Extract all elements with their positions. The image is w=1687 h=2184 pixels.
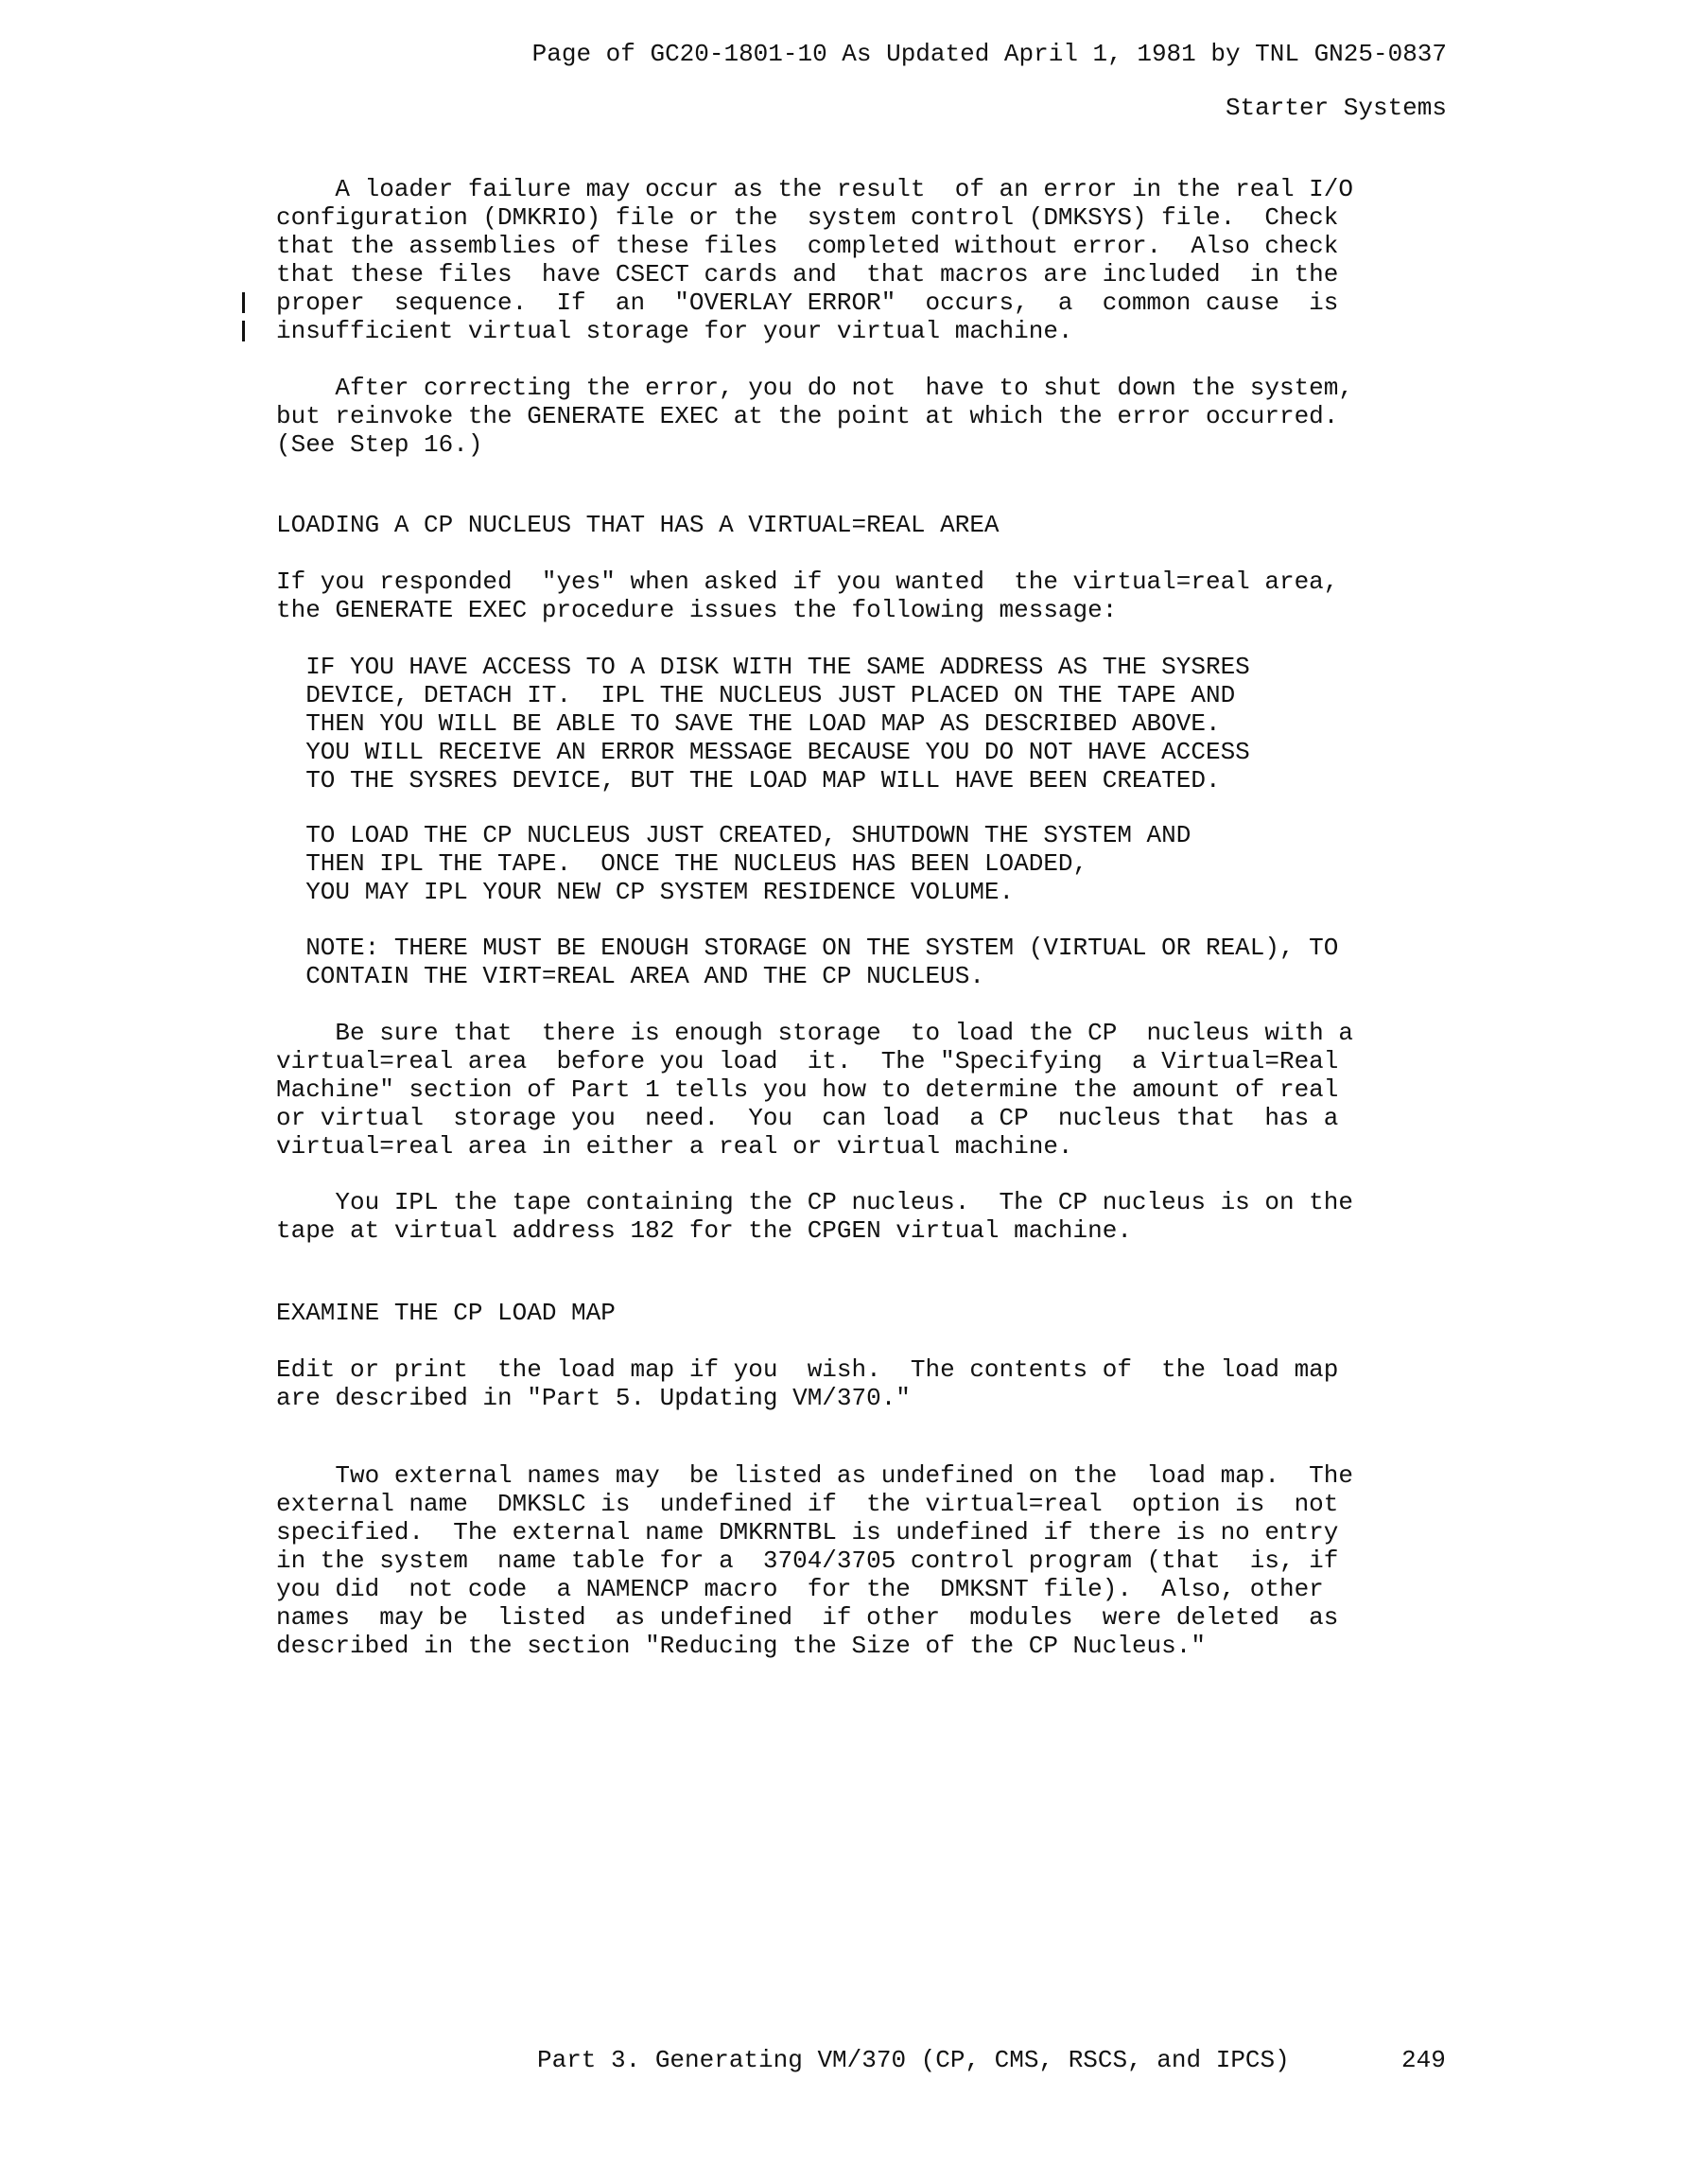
paragraph-4-line: virtual=real area in either a real or virtual machine. — [276, 1132, 1073, 1161]
paragraph-7-line: names may be listed as undefined if other modules were deleted as — [276, 1603, 1339, 1632]
message-line: THEN IPL THE TAPE. ONCE THE NUCLEUS HAS BEEN LOADED, — [276, 849, 1088, 878]
message-line: THEN YOU WILL BE ABLE TO SAVE THE LOAD MAP AS DESCRIBED ABOVE. — [276, 709, 1221, 738]
paragraph-7-line: in the system name table for a 3704/3705 control program (that is, if — [276, 1546, 1339, 1575]
paragraph-2-line: but reinvoke the GENERATE EXEC at the point at which the error occurred. — [276, 402, 1339, 430]
message-line: YOU MAY IPL YOUR NEW CP SYSTEM RESIDENCE VOLUME. — [276, 878, 1015, 906]
paragraph-6-line: Edit or print the load map if you wish. The contents of the load map — [276, 1355, 1339, 1384]
paragraph-1-line: configuration (DMKRIO) file or the system control (DMKSYS) file. Check — [276, 203, 1339, 232]
message-line: TO THE SYSRES DEVICE, BUT THE LOAD MAP WILL HAVE BEEN CREATED. — [276, 766, 1221, 795]
page-number: 249 — [1401, 2046, 1446, 2074]
paragraph-3-line: If you responded "yes" when asked if you wanted the virtual=real area, — [276, 568, 1339, 596]
message-line: YOU WILL RECEIVE AN ERROR MESSAGE BECAUSE YOU DO NOT HAVE ACCESS — [276, 738, 1250, 766]
page-footer-title: Part 3. Generating VM/370 (CP, CMS, RSCS, and IPCS) — [537, 2046, 1290, 2074]
message-line: TO LOAD THE CP NUCLEUS JUST CREATED, SHUTDOWN THE SYSTEM AND — [276, 821, 1191, 849]
paragraph-1-line: proper sequence. If an "OVERLAY ERROR" occurs, a common cause is — [276, 288, 1339, 317]
page-header-section: Starter Systems — [1225, 94, 1447, 122]
paragraph-4-line: virtual=real area before you load it. The "Specifying a Virtual=Real — [276, 1047, 1339, 1075]
paragraph-2-line: (See Step 16.) — [276, 430, 483, 459]
paragraph-7-line: described in the section "Reducing the Size of the CP Nucleus." — [276, 1632, 1206, 1660]
section-heading-virtual-real: LOADING A CP NUCLEUS THAT HAS A VIRTUAL=REAL AREA — [276, 511, 1000, 539]
revision-bar — [242, 292, 245, 313]
paragraph-1-line: that the assemblies of these files completed without error. Also check — [276, 232, 1339, 260]
paragraph-7-line: Two external names may be listed as undefined on the load map. The — [276, 1461, 1353, 1490]
page-header-revision: Page of GC20-1801-10 As Updated April 1, 1981 by TNL GN25-0837 — [531, 40, 1447, 68]
paragraph-4-line: Machine" section of Part 1 tells you how to determine the amount of real — [276, 1075, 1339, 1104]
paragraph-4-line: Be sure that there is enough storage to load the CP nucleus with a — [276, 1019, 1353, 1047]
paragraph-4-line: or virtual storage you need. You can load a CP nucleus that has a — [276, 1104, 1339, 1132]
paragraph-6-line: are described in "Part 5. Updating VM/370." — [276, 1384, 911, 1412]
paragraph-7-line: external name DMKSLC is undefined if the virtual=real option is not — [276, 1490, 1339, 1518]
paragraph-5-line: You IPL the tape containing the CP nucleus. The CP nucleus is on the — [276, 1188, 1353, 1216]
paragraph-1-line: insufficient virtual storage for your virtual machine. — [276, 317, 1073, 345]
paragraph-1-line: A loader failure may occur as the result of an error in the real I/O — [276, 175, 1353, 203]
message-line: DEVICE, DETACH IT. IPL THE NUCLEUS JUST PLACED ON THE TAPE AND — [276, 681, 1236, 709]
paragraph-7-line: specified. The external name DMKRNTBL is undefined if there is no entry — [276, 1518, 1339, 1546]
paragraph-3-line: the GENERATE EXEC procedure issues the following message: — [276, 596, 1118, 624]
message-note-line: NOTE: THERE MUST BE ENOUGH STORAGE ON THE SYSTEM (VIRTUAL OR REAL), TO — [276, 934, 1339, 962]
revision-bar — [242, 321, 245, 341]
section-heading-load-map: EXAMINE THE CP LOAD MAP — [276, 1299, 616, 1327]
paragraph-5-line: tape at virtual address 182 for the CPGEN virtual machine. — [276, 1216, 1132, 1245]
message-line: IF YOU HAVE ACCESS TO A DISK WITH THE SAME ADDRESS AS THE SYSRES — [276, 653, 1250, 681]
paragraph-1-line: that these files have CSECT cards and that macros are included in the — [276, 260, 1339, 288]
paragraph-7-line: you did not code a NAMENCP macro for the DMKSNT file). Also, other — [276, 1575, 1324, 1603]
message-note-line: CONTAIN THE VIRT=REAL AREA AND THE CP NUCLEUS. — [276, 962, 984, 990]
paragraph-2-line: After correcting the error, you do not have to shut down the system, — [276, 374, 1353, 402]
